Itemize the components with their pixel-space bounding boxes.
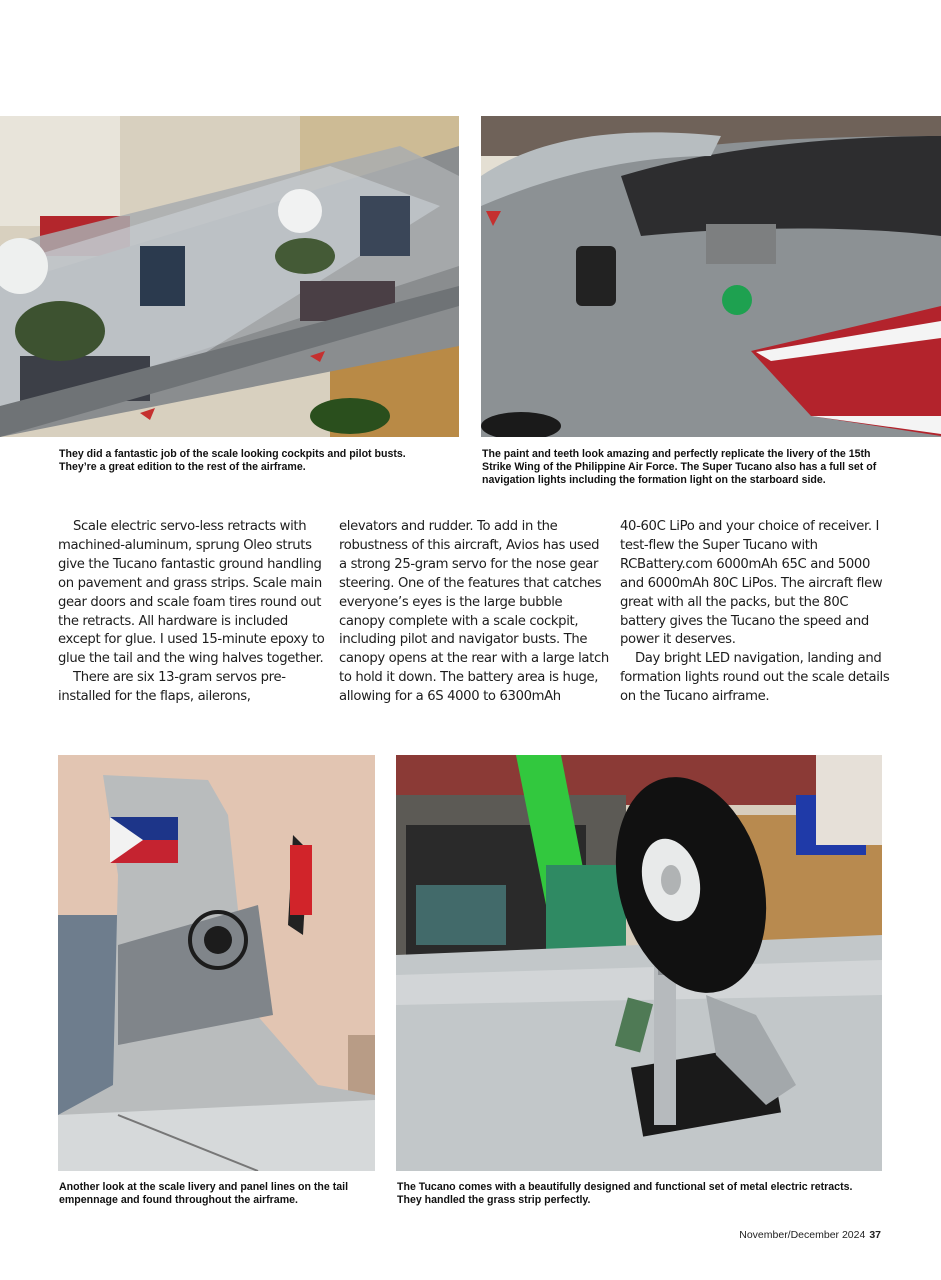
column-3-paragraph-1: 40-60C LiPo and your choice of receiver. I test-flew the Super Tucano with RCBattery.com 6000mAh 65C and 5000 and 6000mAh 80C LiPos. The aircraft flew great with all the packs, but the 80C battery gives the Tucano the speed and power it deserves. [620,519,883,648]
article-column-1 [58,518,328,707]
page-number: 37 [869,1229,881,1241]
article-column-3 [620,518,890,707]
tail-photo [58,755,375,1171]
column-2-paragraph-1: elevators and rudder. To add in the robustness of this aircraft, Avios has used a strong 25-gram servo for the nose gear steering. One of the features that catches everyone’s eyes is the large bubble canopy complete with a scale cockpit, including pilot and navigator busts. The canopy opens at the rear with a large latch to hold it down. The battery area is huge, allowing for a 6S 4000 to 6300mAh [339,519,609,705]
gear-photo [396,755,882,1171]
article-column-2 [339,518,609,707]
cockpit-caption: They did a fantastic job of the scale looking cockpits and pilot busts. They’re a great edition to the rest of the airframe. [59,448,406,474]
gear-caption: The Tucano comes with a beautifully designed and functional set of metal electric retracts. They handled the grass strip perfectly. [397,1181,853,1207]
livery-photo [481,116,941,437]
livery-caption: The paint and teeth look amazing and perfectly replicate the livery of the 15th Strike Wing of the Philippine Air Force. The Super Tucano also has a full set of navigation lights including the formation light on the starboard side. [482,448,877,487]
issue-date: November/December 2024 [739,1229,866,1241]
column-1-paragraph-1: Scale electric servo-less retracts with machined-aluminum, sprung Oleo struts give the Tucano fantastic ground handling on pavement and grass strips. Scale main gear doors and scale foam tires round out the retracts. All hardware is included except for glue. I used 15-minute epoxy to glue the tail and the wing halves together. [58,519,325,667]
page-footer [739,1229,881,1241]
column-3-paragraph-2: Day bright LED navigation, landing and formation lights round out the scale details on the Tucano airframe. [620,651,890,705]
cockpit-photo [0,116,459,437]
column-1-paragraph-2: There are six 13-gram servos pre-installed for the flaps, ailerons, [58,670,286,705]
tail-caption: Another look at the scale livery and panel lines on the tail empennage and found throughout the airframe. [59,1181,349,1207]
